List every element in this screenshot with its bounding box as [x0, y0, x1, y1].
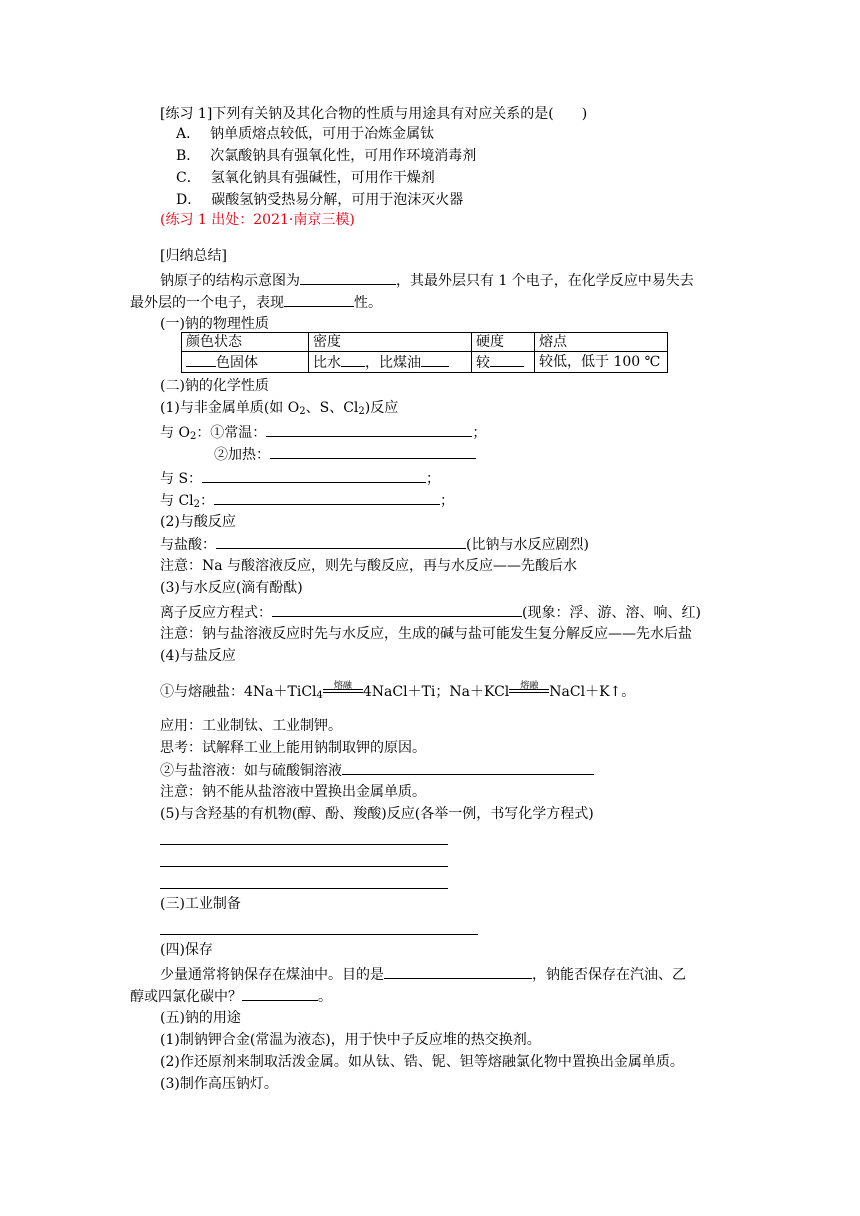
blank[interactable]	[384, 964, 532, 979]
reaction-condition-molten: 熔融	[323, 689, 363, 696]
industrial-heading: (三)工业制备	[160, 896, 241, 912]
use-item: (1)制钠钾合金(常温为液态)，用于快中子反应堆的热交换剂。	[160, 1032, 541, 1048]
blank[interactable]	[272, 602, 522, 617]
exercise-source: (练习 1 出处：2021·南京三模)	[160, 212, 355, 228]
table-header: 颜色状态	[182, 333, 309, 352]
option-letter: D．	[176, 192, 202, 208]
blank[interactable]	[202, 468, 426, 483]
summary-line-1: 钠原子的结构示意图为 ，其最外层只有 1 个电子，在化学反应中易失去	[160, 270, 694, 291]
option-text: 碳酸氢钠受热易分解，可用于泡沫灭火器	[211, 192, 464, 208]
use-item: (3)制作高压钠灯。	[160, 1076, 278, 1092]
uses-heading: (五)钠的用途	[160, 1010, 241, 1026]
storage-heading: (四)保存	[160, 942, 213, 958]
blank[interactable]	[270, 444, 476, 459]
hcl-line: 与盐酸： (比钠与水反应剧烈)	[160, 534, 589, 555]
storage-line-1: 少量通常将钠保存在煤油中。目的是 ，钠能否保存在汽油、乙	[160, 964, 686, 985]
storage-line-2: 醇或四氯化碳中？ 。	[130, 986, 332, 1007]
blank[interactable]	[342, 760, 594, 775]
molten-salt-equations: ①与熔融盐：4Na＋TiCl$_4$ 熔融 4NaCl＋Ti；Na＋KCl 熔融 NaCl＋K↑。	[160, 681, 636, 701]
think-line: 思考：试解释工业上能用钠制取钾的原因。	[160, 740, 426, 756]
acid-note: 注意：Na 与酸溶液反应，则先与酸反应，再与水反应——先酸后水	[160, 558, 578, 574]
table-cell-color: 色固体	[182, 352, 309, 373]
summary-line-2: 最外层的一个电子，表现 性。	[130, 292, 382, 313]
chlorine-line: 与 $Cl_2$： ；	[160, 490, 454, 515]
salt-note: 注意：钠与盐溶液反应时先与水反应，生成的碱与盐可能发生复分解反应——先水后盐	[160, 626, 692, 642]
use-item: (2)作还原剂来制取活泼金属。如从钛、锆、铌、钽等熔融氯化物中置换出金属单质。	[160, 1054, 684, 1070]
answer-blank[interactable]	[160, 934, 478, 935]
table-header: 密度	[309, 333, 472, 352]
blank[interactable]	[421, 352, 449, 367]
section-hydroxyl: (5)与含羟基的有机物(醇、酚、羧酸)反应(各举一例，书写化学方程式)	[160, 806, 594, 822]
blank[interactable]	[490, 352, 524, 367]
o2-room-temp-line: 与 $O_2$：①常温： ；	[160, 422, 486, 447]
blank[interactable]	[216, 534, 466, 549]
table-row	[182, 352, 668, 373]
application-line: 应用：工业制钛、工业制钾。	[160, 718, 342, 734]
option-text: 次氯酸钠具有强氧化性，可用作环境消毒剂	[210, 148, 477, 164]
physical-properties-table	[181, 332, 668, 373]
chemical-heading: (二)钠的化学性质	[160, 378, 269, 394]
blank[interactable]	[341, 352, 365, 367]
option-letter: C．	[176, 170, 201, 186]
option-letter: B．	[176, 148, 201, 164]
note-4: 注意：钠不能从盐溶液中置换出金属单质。	[160, 784, 426, 800]
section-acid: (2)与酸反应	[160, 514, 236, 530]
option-letter: A．	[176, 126, 201, 142]
exercise-question: [练习 1]下列有关钠及其化合物的性质与用途具有对应关系的是( )	[160, 106, 588, 122]
physical-heading: (一)钠的物理性质	[160, 316, 269, 332]
blank[interactable]	[266, 422, 472, 437]
equation-1-left: 4Na＋TiCl	[244, 684, 317, 700]
section-salt: (4)与盐反应	[160, 648, 236, 664]
table-cell-density: 比水 ，比煤油	[309, 352, 472, 373]
option-d	[176, 190, 463, 210]
o2-heating-line: ②加热：	[214, 444, 476, 465]
table-header: 硬度	[472, 333, 535, 352]
equation-1-right: 4NaCl＋Ti；Na＋KCl	[362, 684, 510, 700]
table-header-row	[182, 333, 668, 352]
answer-blank[interactable]	[160, 866, 448, 867]
blank[interactable]	[186, 352, 216, 367]
option-a	[176, 124, 434, 144]
sulfur-line: 与 S： ；	[160, 468, 440, 489]
section-water: (3)与水反应(滴有酚酞)	[160, 580, 303, 596]
summary-heading: [归纳总结]	[160, 248, 227, 264]
blank[interactable]	[214, 490, 440, 505]
section-nonmetal: (1)与非金属单质(如 $O_2$、S、$Cl_2$)反应	[160, 400, 399, 417]
equation-2-right: NaCl＋K↑。	[549, 684, 636, 700]
blank[interactable]	[284, 292, 354, 307]
answer-blank[interactable]	[160, 844, 448, 845]
option-text: 钠单质熔点较低，可用于冶炼金属钛	[210, 126, 435, 142]
option-text: 氢氧化钠具有强碱性，可用作干燥剂	[210, 170, 435, 186]
option-b	[176, 146, 476, 166]
option-c	[176, 168, 435, 188]
table-cell-melting: 较低，低于 100 ℃	[535, 352, 668, 373]
blank[interactable]	[300, 270, 396, 285]
answer-blank[interactable]	[160, 888, 448, 889]
reaction-condition-molten: 熔融	[509, 689, 549, 696]
table-cell-hardness: 较	[472, 352, 535, 373]
salt-solution-line: ②与盐溶液：如与硫酸铜溶液	[160, 760, 594, 781]
table-header: 熔点	[535, 333, 668, 352]
ionic-equation-line: 离子反应方程式： (现象：浮、游、溶、响、红)	[160, 602, 701, 623]
blank[interactable]	[242, 986, 318, 1001]
